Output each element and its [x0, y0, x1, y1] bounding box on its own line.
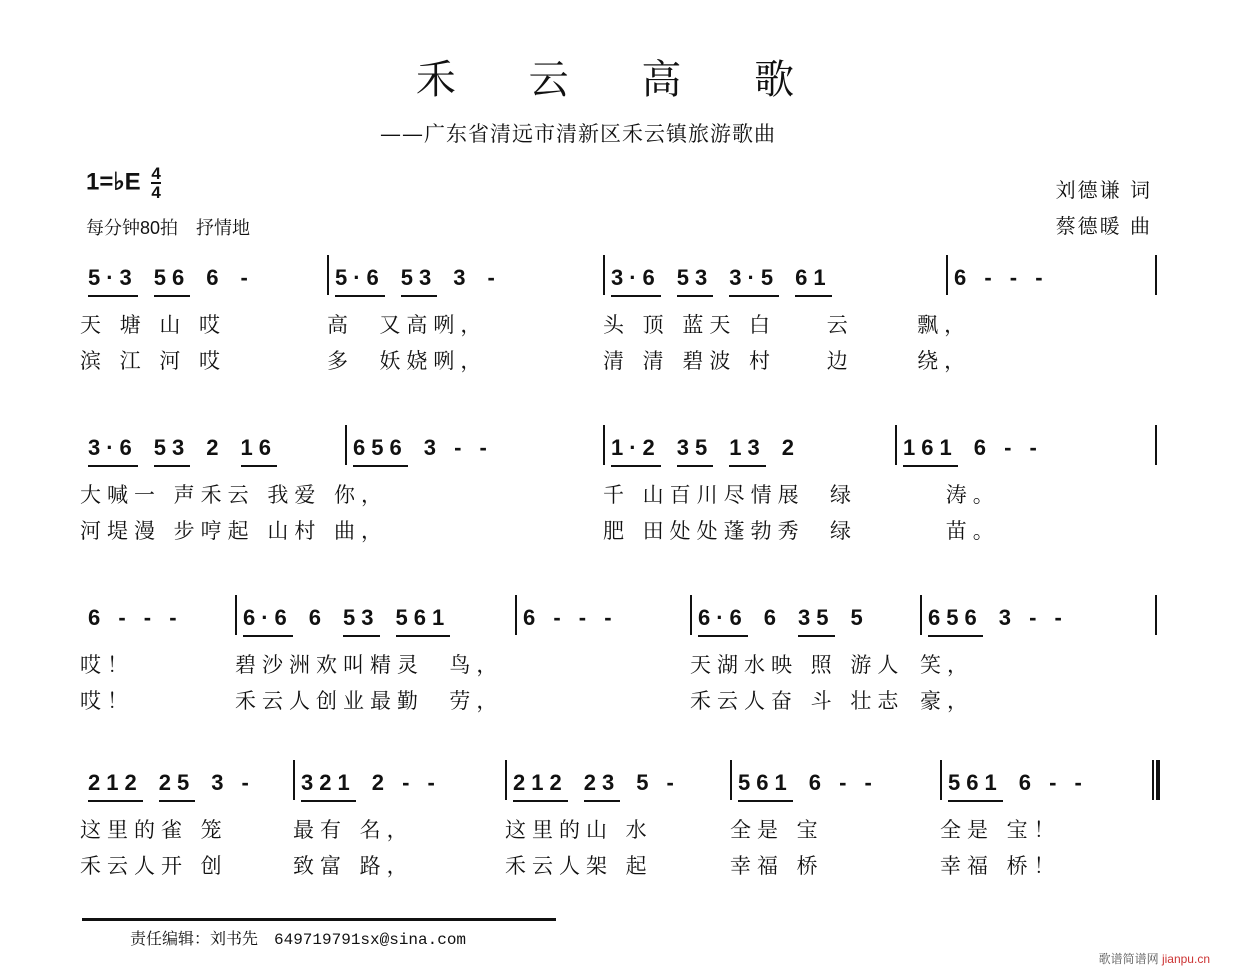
notes — [513, 770, 696, 802]
note-group: 561 — [396, 605, 451, 637]
barline — [940, 760, 942, 800]
note-group: 5·6 — [335, 265, 385, 297]
note-group: 53 — [401, 265, 437, 297]
notes — [243, 605, 466, 637]
lyric-verse-1: 天 塘 山 哎 — [80, 313, 227, 337]
note-group: - — [487, 265, 501, 290]
barline — [1155, 425, 1157, 465]
lyric-verse-1: 这里的山 水 — [505, 818, 653, 842]
lyric-verse-1: 哎！ — [80, 653, 134, 677]
note-group: 1·2 — [611, 435, 661, 467]
notes — [523, 605, 634, 635]
barline — [895, 425, 897, 465]
time-bottom: 4 — [151, 183, 161, 202]
measure — [730, 760, 940, 890]
measure — [80, 255, 327, 385]
notes — [928, 605, 1084, 637]
note-group: 6 - - - — [954, 265, 1049, 290]
measure — [895, 425, 1155, 555]
lyric-verse-1: 天湖水映 照 游人 — [690, 653, 905, 677]
watermark-domain: jianpu.cn — [1161, 952, 1210, 966]
note-group: 35 — [677, 435, 713, 467]
staff-row — [80, 595, 1160, 725]
staff-row — [80, 760, 1160, 890]
note-group: 656 — [353, 435, 408, 467]
staff-row — [80, 425, 1160, 555]
barline — [1155, 595, 1157, 635]
lyric-verse-2: 清 清 碧波 村 边 绕， — [603, 349, 972, 373]
time-top: 4 — [151, 164, 161, 183]
note-group: 2 — [206, 435, 225, 460]
barline — [1155, 255, 1157, 295]
lyric-verse-2: 多 妖娆咧， — [327, 349, 488, 373]
note-group: 6 - - — [973, 435, 1043, 460]
song-title: 禾 云 高 歌 — [415, 57, 825, 103]
lyric-verse-1: 最有 名， — [293, 818, 414, 842]
barline — [920, 595, 922, 635]
lyric-verse-1: 这里的雀 笼 — [80, 818, 228, 842]
note-group: 3·6 — [88, 435, 138, 467]
note-group: 6 — [308, 605, 328, 630]
barline — [505, 760, 507, 800]
footer-divider — [82, 918, 556, 921]
staff-row — [80, 255, 1160, 385]
lyric-verse-1: 涛。 — [895, 483, 1000, 507]
measure — [327, 255, 603, 385]
song-subtitle: ——广东省清远市清新区禾云镇旅游歌曲 — [380, 122, 776, 146]
composer-credit: 蔡德暖 曲 — [1055, 214, 1152, 238]
editor-credit: 责任编辑：刘书先 649719791sx@sina.com — [130, 931, 467, 949]
note-group: 6·6 — [243, 605, 293, 637]
note-group: 561 — [738, 770, 793, 802]
measure — [603, 255, 972, 385]
notes — [301, 770, 457, 802]
measure — [505, 760, 730, 890]
note-group: 25 — [159, 770, 195, 802]
lyric-verse-2: 河堤漫 步哼起 山村 曲， — [80, 519, 389, 543]
watermark — [1099, 950, 1210, 967]
note-group: 212 — [88, 770, 143, 802]
note-group: 23 — [584, 770, 620, 802]
final-barline — [1152, 760, 1160, 800]
note-group: 6 - - — [808, 770, 878, 795]
lyric-verse-2: 禾云人开 创 — [80, 854, 228, 878]
lyric-verse-1: 高 又高咧， — [327, 313, 488, 337]
lyric-verse-2: 豪， — [920, 689, 974, 713]
lyric-verse-2: 苗。 — [895, 519, 1000, 543]
notes — [948, 770, 1104, 802]
key-signature — [86, 165, 161, 201]
notes — [698, 605, 885, 637]
notes — [738, 770, 894, 802]
note-group: 656 — [928, 605, 983, 637]
note-group: 35 — [798, 605, 834, 637]
notes — [903, 435, 1059, 467]
note-group: 5·3 — [88, 265, 138, 297]
barline — [293, 760, 295, 800]
notes — [88, 265, 270, 297]
note-group: 161 — [903, 435, 958, 467]
measure — [940, 760, 1152, 890]
note-group: 56 — [154, 265, 190, 297]
note-group: 212 — [513, 770, 568, 802]
notes — [611, 435, 816, 467]
measure — [235, 595, 515, 725]
lyric-verse-2: 禾云人架 起 — [505, 854, 653, 878]
notes — [954, 265, 1065, 295]
note-group: 3 - — [211, 770, 255, 795]
note-group: 61 — [795, 265, 831, 297]
note-group: 3 - - — [998, 605, 1068, 630]
note-group: 2 — [781, 435, 801, 460]
note-group: 6 - - - — [523, 605, 618, 630]
measure — [603, 425, 895, 555]
lyric-verse-2: 哎！ — [80, 689, 134, 713]
key-label: 1=♭E — [86, 168, 141, 196]
measure — [345, 425, 603, 555]
note-group: 561 — [948, 770, 1003, 802]
notes — [88, 770, 271, 802]
lyric-verse-1: 全是 宝 — [730, 818, 824, 842]
note-group: 2 - - — [371, 770, 441, 795]
note-group: 53 — [677, 265, 713, 297]
measure — [293, 760, 505, 890]
lyricist-credit: 刘德谦 词 — [1055, 178, 1152, 202]
note-group: 6 — [206, 265, 225, 290]
note-group: - — [240, 265, 254, 290]
notes — [353, 435, 509, 467]
tempo-marking: 每分钟80拍 抒情地 — [86, 218, 251, 238]
lyric-verse-1: 头 顶 蓝天 白 云 飘， — [603, 313, 972, 337]
note-group: 3 — [453, 265, 472, 290]
barline — [946, 255, 948, 295]
note-group: 3 - - — [423, 435, 493, 460]
lyric-verse-1: 碧沙洲欢叫精灵 鸟， — [235, 653, 504, 677]
note-group: 3·6 — [611, 265, 661, 297]
barline — [730, 760, 732, 800]
lyric-verse-2: 致富 路， — [293, 854, 414, 878]
note-group: 53 — [154, 435, 190, 467]
lyric-verse-2: 滨 江 河 哎 — [80, 349, 227, 373]
barline — [603, 255, 605, 295]
note-group: 6·6 — [698, 605, 748, 637]
note-group: 6 - - - — [88, 605, 183, 630]
lyric-verse-2: 肥 田处处蓬勃秀 绿 — [603, 519, 858, 543]
time-signature — [151, 165, 160, 201]
note-group: 6 - - — [1018, 770, 1088, 795]
measure — [920, 595, 1155, 725]
notes — [611, 265, 848, 297]
notes — [88, 605, 199, 635]
barline — [327, 255, 329, 295]
measure — [515, 595, 690, 725]
watermark-site: 歌谱简谱网 — [1098, 952, 1159, 966]
lyric-verse-1: 千 山百川尽情展 绿 — [603, 483, 858, 507]
measure — [946, 255, 1155, 385]
measure — [690, 595, 920, 725]
note-group: 16 — [241, 435, 277, 467]
lyric-verse-1: 笑， — [920, 653, 974, 677]
note-group: 13 — [729, 435, 765, 467]
note-group: 5 - — [636, 770, 680, 795]
lyric-verse-2: 禾云人奋 斗 壮志 — [690, 689, 905, 713]
notes — [88, 435, 293, 467]
note-group: 321 — [301, 770, 356, 802]
lyric-verse-2: 禾云人创业最勤 劳， — [235, 689, 504, 713]
barline — [603, 425, 605, 465]
barline — [690, 595, 692, 635]
lyric-verse-1: 大喊一 声禾云 我爱 你， — [80, 483, 389, 507]
lyric-verse-1: 全是 宝！ — [940, 818, 1061, 842]
notes — [335, 265, 517, 297]
barline — [235, 595, 237, 635]
lyric-verse-2: 幸福 桥！ — [940, 854, 1061, 878]
note-group: 5 — [850, 605, 869, 630]
measure — [80, 760, 293, 890]
note-group: 6 — [763, 605, 783, 630]
barline — [345, 425, 347, 465]
measure — [80, 595, 235, 725]
lyric-verse-2: 幸福 桥 — [730, 854, 824, 878]
barline — [515, 595, 517, 635]
note-group: 53 — [343, 605, 379, 637]
note-group: 3·5 — [729, 265, 779, 297]
